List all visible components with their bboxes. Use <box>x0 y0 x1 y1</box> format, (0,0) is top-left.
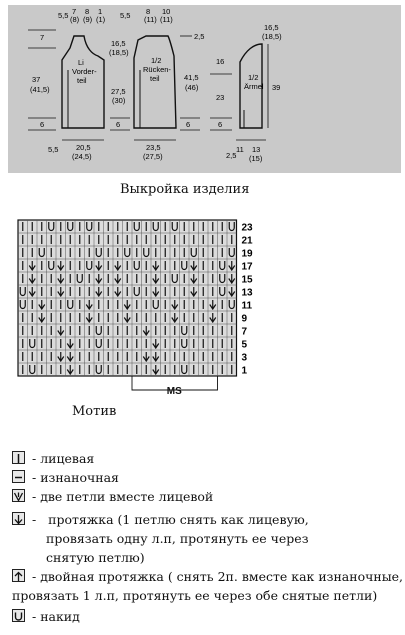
legend-text-yarn-over: - накид <box>32 609 80 624</box>
legend-text-double-decrease: - двойная протяжка ( снять 2п. вместе как изнаночные, <box>32 569 404 584</box>
dim-back-top-1: 5,5 <box>120 11 131 20</box>
k2tog-icon <box>12 489 25 502</box>
double-decrease-icon <box>12 569 25 582</box>
dim-sleeve-top: 16,5 <box>264 23 279 32</box>
dim-right-6: 6 <box>186 120 191 129</box>
legend-text-ssk-3: снятую петлю) <box>46 550 145 565</box>
dim-front-top-3b: (9) <box>83 15 93 24</box>
dim-sleeve-bottom-11: 11 <box>236 145 244 154</box>
dim-sleeve-bottom-13: 13 <box>252 145 261 154</box>
dim-sleeve-bottom-25: 2,5 <box>226 151 237 160</box>
dim-front-bottom: 20,5 <box>76 143 91 152</box>
dim-right-415b: (46) <box>185 83 199 92</box>
legend-text-double-decrease-2: провязать 1 л.п, протянуть ее через обе снятые петли) <box>12 588 378 603</box>
dim-front-top-3: 8 <box>85 7 90 16</box>
front-label-3: teil <box>77 76 87 85</box>
yarn-over-icon <box>12 609 25 622</box>
dim-back-bottom-b: (27,5) <box>143 152 163 161</box>
dim-sleeve-39: 39 <box>272 83 281 92</box>
row-number: 11 <box>241 300 253 312</box>
knit-stitch-icon <box>12 451 25 464</box>
front-label-2: Vorder- <box>72 67 97 76</box>
dim-right-25: 2,5 <box>194 32 205 41</box>
dim-front-bottom-55: 5,5 <box>48 145 59 154</box>
sleeve-label-1: 1/2 <box>248 73 259 82</box>
dim-mid-165: 16,5 <box>111 39 126 48</box>
legend-text-ssk: - протяжка (1 петлю снять как лицевую, <box>32 512 309 527</box>
row-number: 5 <box>241 339 248 351</box>
row-number: 1 <box>241 365 248 377</box>
row-number: 19 <box>241 248 253 260</box>
dim-left-6: 6 <box>40 120 45 129</box>
row-number: 9 <box>241 313 248 325</box>
dim-front-top-2b: (8) <box>70 15 80 24</box>
dim-sleeve-top-b: (18,5) <box>262 32 282 41</box>
front-label-1: Li <box>78 58 84 67</box>
motif-caption: Мотив <box>72 404 117 419</box>
row-number: 7 <box>241 326 248 338</box>
motif-chart <box>15 217 265 397</box>
dim-sleeve-6: 6 <box>218 120 223 129</box>
dim-back-top-2b: (11) <box>144 15 157 24</box>
dim-right-415: 41,5 <box>184 73 199 82</box>
row-number: 23 <box>241 222 253 234</box>
dim-front-top-1: 5,5 <box>58 11 69 20</box>
dimension-lines <box>28 30 268 140</box>
row-number: 15 <box>241 274 253 286</box>
back-label-1: 1/2 <box>151 56 162 65</box>
repeat-label: MS <box>166 386 182 397</box>
legend-text-k2tog: - две петли вместе лицевой <box>32 489 214 504</box>
dim-left-7: 7 <box>40 33 45 42</box>
dim-mid-275: 27,5 <box>111 87 126 96</box>
dim-front-bottom-b: (24,5) <box>72 152 92 161</box>
pattern-caption: Выкройка изделия <box>120 182 250 197</box>
dim-back-top-3b: (11) <box>160 15 173 24</box>
legend-text-knit: - лицевая <box>32 451 95 466</box>
motif-chart-svg <box>15 217 265 397</box>
row-number: 17 <box>241 261 253 273</box>
back-label-3: teil <box>150 74 160 83</box>
back-label-2: Rücken- <box>143 65 171 74</box>
dim-left-37b: (41,5) <box>30 85 50 94</box>
row-number: 21 <box>241 235 253 247</box>
sleeve-label-2: Ärmel <box>244 82 264 91</box>
dim-left-37: 37 <box>32 75 41 84</box>
dim-mid-275b: (30) <box>112 96 126 105</box>
dim-back-top-3: 10 <box>162 7 171 16</box>
ssk-icon <box>12 512 25 525</box>
dim-front-top-4: 1 <box>98 7 103 16</box>
dim-back-bottom: 23,5 <box>146 143 161 152</box>
dim-mid-6: 6 <box>116 120 121 129</box>
row-number: 3 <box>241 352 248 364</box>
purl-stitch-icon <box>12 470 25 483</box>
dim-front-top-4b: (1) <box>96 15 106 24</box>
dim-sleeve-23: 23 <box>216 93 225 102</box>
dim-sleeve-16: 16 <box>216 57 225 66</box>
row-number: 13 <box>241 287 253 299</box>
legend-text-ssk-2: провязать одну л.п, протянуть ее через <box>46 531 309 546</box>
dim-back-top-2: 8 <box>146 7 151 16</box>
dim-mid-165b: (18,5) <box>109 48 129 57</box>
dim-front-top-2: 7 <box>72 7 77 16</box>
dim-sleeve-bottom-13b: (15) <box>249 154 263 163</box>
pattern-schematic <box>0 0 405 180</box>
legend-text-purl: - изнаночная <box>32 470 119 485</box>
